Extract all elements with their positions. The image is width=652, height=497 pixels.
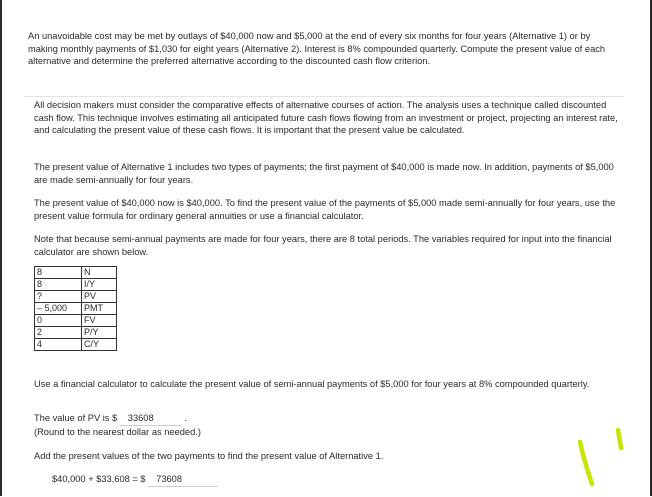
calc-value: 2 xyxy=(35,327,82,339)
calc-value: ? xyxy=(35,291,82,303)
calc-row-pv xyxy=(35,291,117,303)
solution-panel xyxy=(24,96,624,497)
calc-row-iy xyxy=(35,279,117,291)
pv-answer-prefix: The value of PV is $ xyxy=(34,413,118,423)
solution-intro: All decision makers must consider the comparative effects of alternative courses of action. The analysis uses a technique called discounted cash flow. This technique involves estimating all anticipated future cash flows flowing from an investment or project, projecting an interest rate, and calculating the present value of these cash flows. It is important that the present value be calculated. xyxy=(34,100,618,136)
handwritten-check-mark-icon xyxy=(572,428,632,492)
calc-key: I/Y xyxy=(82,279,117,291)
calc-row-fv xyxy=(35,315,117,327)
pv-answer-suffix: . xyxy=(184,413,187,423)
calc-key: FV xyxy=(82,315,117,327)
calc-key: N xyxy=(82,267,117,279)
solution-paragraph-periods: Note that because semi-annual payments are made for four years, there are 8 total periods. The variables required for input into the financial calculator are shown below. xyxy=(34,234,612,257)
calc-value: 8 xyxy=(35,279,82,291)
calc-value: – 5,000 xyxy=(35,303,82,315)
calc-key: C/Y xyxy=(82,339,117,351)
round-note: (Round to the nearest dollar as needed.) xyxy=(34,427,201,437)
calc-value: 0 xyxy=(35,315,82,327)
sum-answer-prefix: $40,000 + $33,608 = $ xyxy=(52,474,146,484)
calc-value: 4 xyxy=(35,339,82,351)
sum-answer-field[interactable]: 73608 xyxy=(148,473,218,487)
calc-row-pmt xyxy=(35,303,117,315)
pv-answer-line xyxy=(34,412,620,426)
solution-paragraph-compute: Use a financial calculator to calculate the present value of semi-annual payments of $5,000 for four years at 8% compounded quarterly. xyxy=(34,379,590,389)
calc-key: PV xyxy=(82,291,117,303)
calc-value: 8 xyxy=(35,267,82,279)
sum-answer-line xyxy=(52,473,638,487)
calculator-input-table xyxy=(34,266,117,351)
solution-paragraph-add: Add the present values of the two payments to find the present value of Alternative 1. xyxy=(34,451,384,461)
calc-key: P/Y xyxy=(82,327,117,339)
question-text: An unavoidable cost may be met by outlays of $40,000 now and $5,000 at the end of every six months for four years (Alternative 1) or by making monthly payments of $1,030 for eight years (Alternative 2). Interest is 8% compounded quarterly. Compute the present value of each alternative and determine the preferred alternative according to the discounted cash flow criterion. xyxy=(28,31,606,67)
pv-answer-field[interactable]: 33608 xyxy=(120,412,182,426)
calc-row-cy xyxy=(35,339,117,351)
solution-paragraph-pv: The present value of $40,000 now is $40,000. To find the present value of the payments of $5,000 made semi-annually for four years, use the present value formula for ordinary general annuities or use a financial calculator. xyxy=(34,198,616,221)
calc-key: PMT xyxy=(82,303,117,315)
solution-paragraph-alt1: The present value of Alternative 1 includes two types of payments; the first payment of $40,000 is made now. In addition, payments of $5,000 are made semi-annually for four years. xyxy=(34,162,614,185)
calc-row-py xyxy=(35,327,117,339)
left-window-border xyxy=(0,0,2,496)
calc-row-n xyxy=(35,267,117,279)
